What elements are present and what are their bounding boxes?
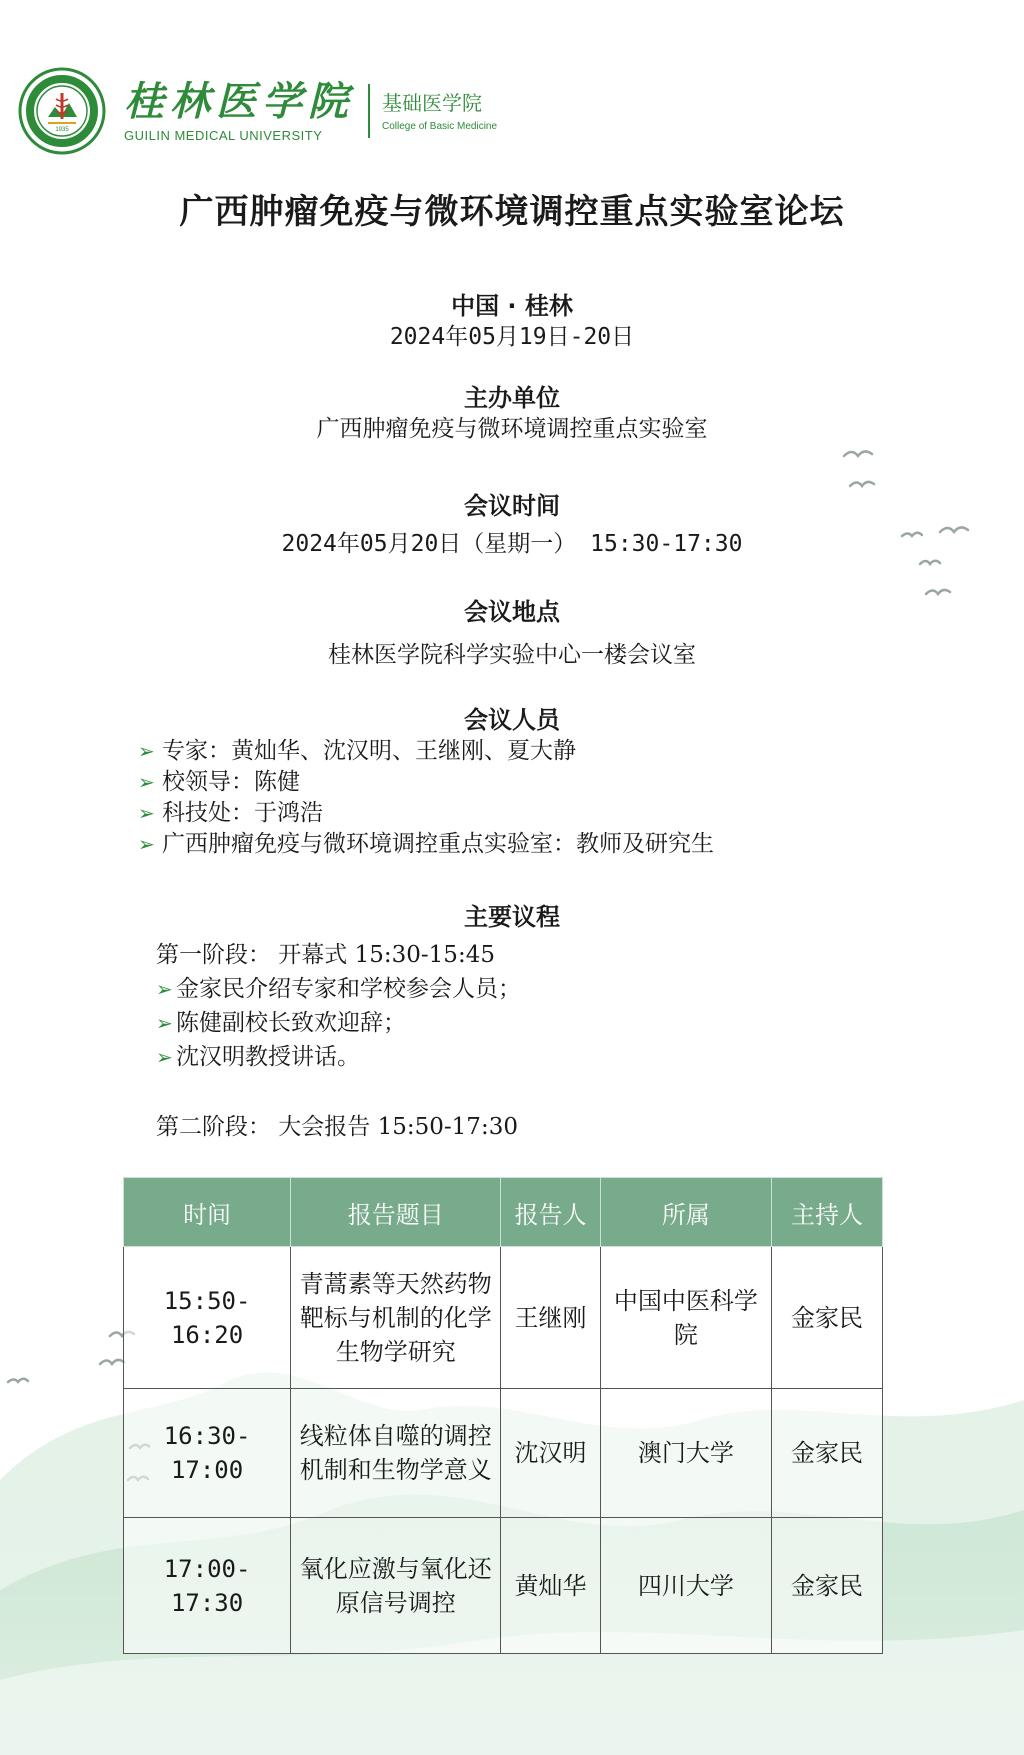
logo-divider bbox=[368, 84, 370, 138]
arrow-bullet-icon: ➢ bbox=[138, 739, 155, 763]
column-header-org: 所属 bbox=[600, 1178, 771, 1247]
list-item: ➢ 专家：黄灿华、沈汉明、王继刚、夏大静 bbox=[138, 736, 714, 767]
arrow-bullet-icon: ➢ bbox=[156, 1045, 173, 1069]
list-item: ➢ 校领导：陈健 bbox=[138, 767, 714, 798]
cell-host: 金家民 bbox=[771, 1247, 882, 1389]
cell-org: 中国中医科学院 bbox=[600, 1247, 771, 1389]
column-header-time: 时间 bbox=[124, 1178, 291, 1247]
column-header-speaker: 报告人 bbox=[501, 1178, 600, 1247]
list-item: ➢ 陈健副校长致欢迎辞； bbox=[156, 1006, 521, 1040]
cell-speaker: 沈汉明 bbox=[501, 1389, 600, 1518]
cell-topic: 青蒿素等天然药物靶标与机制的化学生物学研究 bbox=[291, 1247, 501, 1389]
column-header-topic: 报告题目 bbox=[291, 1178, 501, 1247]
list-item: ➢ 广西肿瘤免疫与微环境调控重点实验室：教师及研究生 bbox=[138, 829, 714, 860]
agenda-stage2-title: 第二阶段： 大会报告 15:50-17:30 bbox=[156, 1114, 518, 1140]
college-name-cn: 基础医学院 bbox=[382, 91, 482, 115]
meeting-time-heading: 会议时间 bbox=[464, 492, 560, 520]
cell-host: 金家民 bbox=[771, 1389, 882, 1518]
university-name-en: GUILIN MEDICAL UNIVERSITY bbox=[124, 127, 323, 143]
cell-org: 四川大学 bbox=[600, 1518, 771, 1654]
table-header-row bbox=[124, 1178, 883, 1247]
table-row bbox=[124, 1389, 883, 1518]
cell-topic: 线粒体自噬的调控机制和生物学意义 bbox=[291, 1389, 501, 1518]
cell-time: 16:30-17:00 bbox=[124, 1389, 291, 1518]
arrow-bullet-icon: ➢ bbox=[138, 832, 155, 856]
college-name-en: College of Basic Medicine bbox=[382, 121, 498, 132]
meeting-time-value: 2024年05月20日（星期一） 15:30-17:30 bbox=[281, 531, 743, 557]
agenda-stage1-title: 第一阶段： 开幕式 15:30-15:45 bbox=[156, 942, 495, 968]
arrow-bullet-icon: ➢ bbox=[156, 977, 173, 1001]
arrow-bullet-icon: ➢ bbox=[156, 1011, 173, 1035]
cell-time: 15:50-16:20 bbox=[124, 1247, 291, 1389]
arrow-bullet-icon: ➢ bbox=[138, 770, 155, 794]
cell-host: 金家民 bbox=[771, 1518, 882, 1654]
agenda-heading: 主要议程 bbox=[464, 903, 560, 931]
attendees-heading: 会议人员 bbox=[464, 706, 560, 734]
cell-speaker: 黄灿华 bbox=[501, 1518, 600, 1654]
location-line: 中国 · 桂林 bbox=[451, 292, 573, 320]
cell-speaker: 王继刚 bbox=[501, 1247, 600, 1389]
page-title: 广西肿瘤免疫与微环境调控重点实验室论坛 bbox=[179, 192, 845, 232]
cell-time: 17:00-17:30 bbox=[124, 1518, 291, 1654]
cell-org: 澳门大学 bbox=[600, 1389, 771, 1518]
schedule-table bbox=[123, 1177, 883, 1654]
table-row bbox=[124, 1518, 883, 1654]
organizer-value: 广西肿瘤免疫与微环境调控重点实验室 bbox=[316, 416, 708, 442]
arrow-bullet-icon: ➢ bbox=[138, 801, 155, 825]
organizer-heading: 主办单位 bbox=[464, 384, 560, 412]
cell-topic: 氧化应激与氧化还原信号调控 bbox=[291, 1518, 501, 1654]
seal-year: 1935 bbox=[55, 127, 69, 133]
attendees-list bbox=[138, 736, 714, 860]
meeting-place-heading: 会议地点 bbox=[464, 598, 560, 626]
list-item: ➢ 沈汉明教授讲话。 bbox=[156, 1040, 521, 1074]
list-item: ➢ 科技处：于鸿浩 bbox=[138, 798, 714, 829]
university-name-cn: 桂林医学院 bbox=[124, 77, 354, 125]
list-item: ➢ 金家民介绍专家和学校参会人员； bbox=[156, 972, 521, 1006]
agenda-stage1 bbox=[156, 938, 521, 1074]
header-logo bbox=[18, 66, 497, 156]
column-header-host: 主持人 bbox=[771, 1178, 882, 1247]
table-row bbox=[124, 1247, 883, 1389]
university-seal-icon bbox=[18, 67, 106, 155]
date-range: 2024年05月19日-20日 bbox=[389, 324, 635, 350]
meeting-place-value: 桂林医学院科学实验中心一楼会议室 bbox=[328, 642, 696, 668]
